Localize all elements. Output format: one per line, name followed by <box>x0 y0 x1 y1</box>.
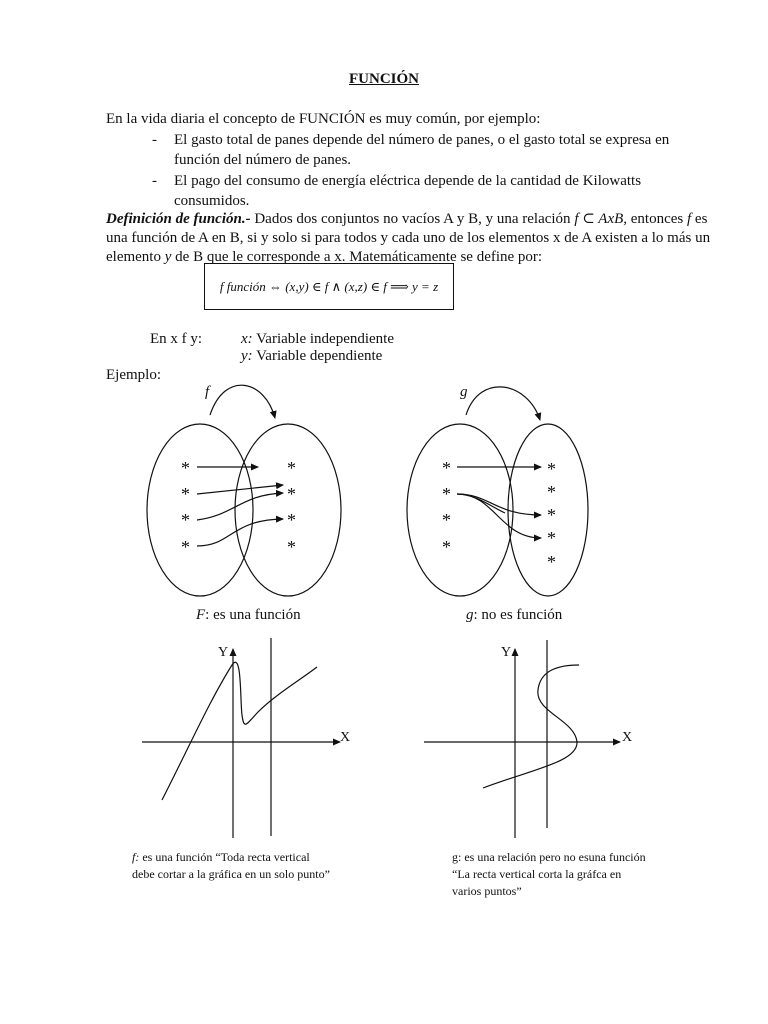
formula: f función ⇔ (x,y) ∈ f ∧ (x,z) ∈ f ⟹ y = z <box>219 278 439 294</box>
definition-text: es una función de A en B, si y solo si para todos y cada uno de los elementos x de A existen a lo más un elemento <box>106 211 711 265</box>
mapping-arrow <box>466 387 540 420</box>
relation-curve <box>483 665 579 788</box>
element-star: * <box>547 528 556 548</box>
example-label: Ejemplo: <box>106 367 161 383</box>
y-symbol: y <box>164 249 172 265</box>
bullet-marker: - <box>152 132 157 148</box>
caption-text: : no es función <box>473 607 563 623</box>
x-symbol: x: <box>241 331 253 347</box>
graph-f-caption <box>132 849 332 883</box>
element-star: * <box>442 537 451 557</box>
definition-text: de B que le corresponde a x. Matemáticamente se define por: <box>171 249 543 265</box>
mapping-line <box>197 519 283 546</box>
element-star: * <box>547 459 556 479</box>
bullet-line: El gasto total de panes depende del número de panes, o el gasto total se expresa en <box>174 132 670 148</box>
relation-expr: f ⊂ AxB <box>574 211 624 227</box>
element-star: * <box>287 510 296 530</box>
bullet-line: función del número de panes. <box>174 152 352 168</box>
mapping-arrow <box>210 385 275 418</box>
definition-text: Dados dos conjuntos no vacíos A y B, y una relación <box>250 211 575 227</box>
element-star: * <box>287 458 296 478</box>
function-curve <box>162 662 317 800</box>
graph-g-caption: g: es una relación pero no esuna función “La recta vertical corta la gráfca en varios puntos” <box>452 850 646 898</box>
caption-g <box>466 606 562 625</box>
y-axis-label: Y <box>218 645 229 660</box>
element-star: * <box>181 484 190 504</box>
caption-symbol: g <box>466 607 474 623</box>
element-star: * <box>442 510 451 530</box>
set-a-ellipse <box>407 424 513 596</box>
set-a-ellipse <box>147 424 253 596</box>
mapping-line <box>197 493 283 520</box>
y-symbol: y: <box>241 348 253 364</box>
bullet-line: El pago del consumo de energía eléctrica depende de la cantidad de Kilowatts <box>174 173 642 189</box>
element-star: * <box>181 537 190 557</box>
page-title: FUNCIÓN <box>349 71 419 87</box>
map-label-f: f <box>205 384 210 400</box>
element-star: * <box>547 505 556 525</box>
f-symbol: f <box>687 211 692 227</box>
x-axis-label: X <box>622 730 633 745</box>
intro-text: En la vida diaria el concepto de FUNCIÓN es muy común, por ejemplo: <box>106 111 541 127</box>
element-star: * <box>287 537 296 557</box>
mapping-line <box>457 494 505 513</box>
diagram-g <box>407 384 588 596</box>
caption-symbol: f: <box>132 850 140 864</box>
element-star: * <box>547 482 556 502</box>
bullet-line: consumidos. <box>174 193 250 209</box>
caption-f <box>196 606 301 625</box>
y-description: Variable dependiente <box>256 348 383 364</box>
definition-heading: Definición de función.- <box>106 211 251 227</box>
element-star: * <box>547 552 556 572</box>
map-label-g: g <box>460 384 468 400</box>
graph-f <box>142 638 340 838</box>
graph-g <box>424 640 620 838</box>
element-star: * <box>442 458 451 478</box>
element-star: * <box>181 458 190 478</box>
mapping-line <box>457 494 541 538</box>
element-star: * <box>287 484 296 504</box>
caption-text: : es una función <box>205 607 301 623</box>
mapping-line <box>197 485 283 494</box>
element-star: * <box>181 510 190 530</box>
variables-label: En x f y: <box>150 331 203 347</box>
definition-text: , entonces <box>623 211 687 227</box>
mapping-line <box>457 494 541 515</box>
x-description: Variable independiente <box>256 331 394 347</box>
caption-text: es una función “Toda recta vertical debe cortar a la gráfica en un solo punto” <box>132 850 330 881</box>
caption-symbol: F <box>196 607 206 623</box>
x-axis-label: X <box>340 730 351 745</box>
diagram-f <box>147 384 341 596</box>
element-star: * <box>442 484 451 504</box>
bullet-marker: - <box>152 173 157 189</box>
y-axis-label: Y <box>501 645 512 660</box>
